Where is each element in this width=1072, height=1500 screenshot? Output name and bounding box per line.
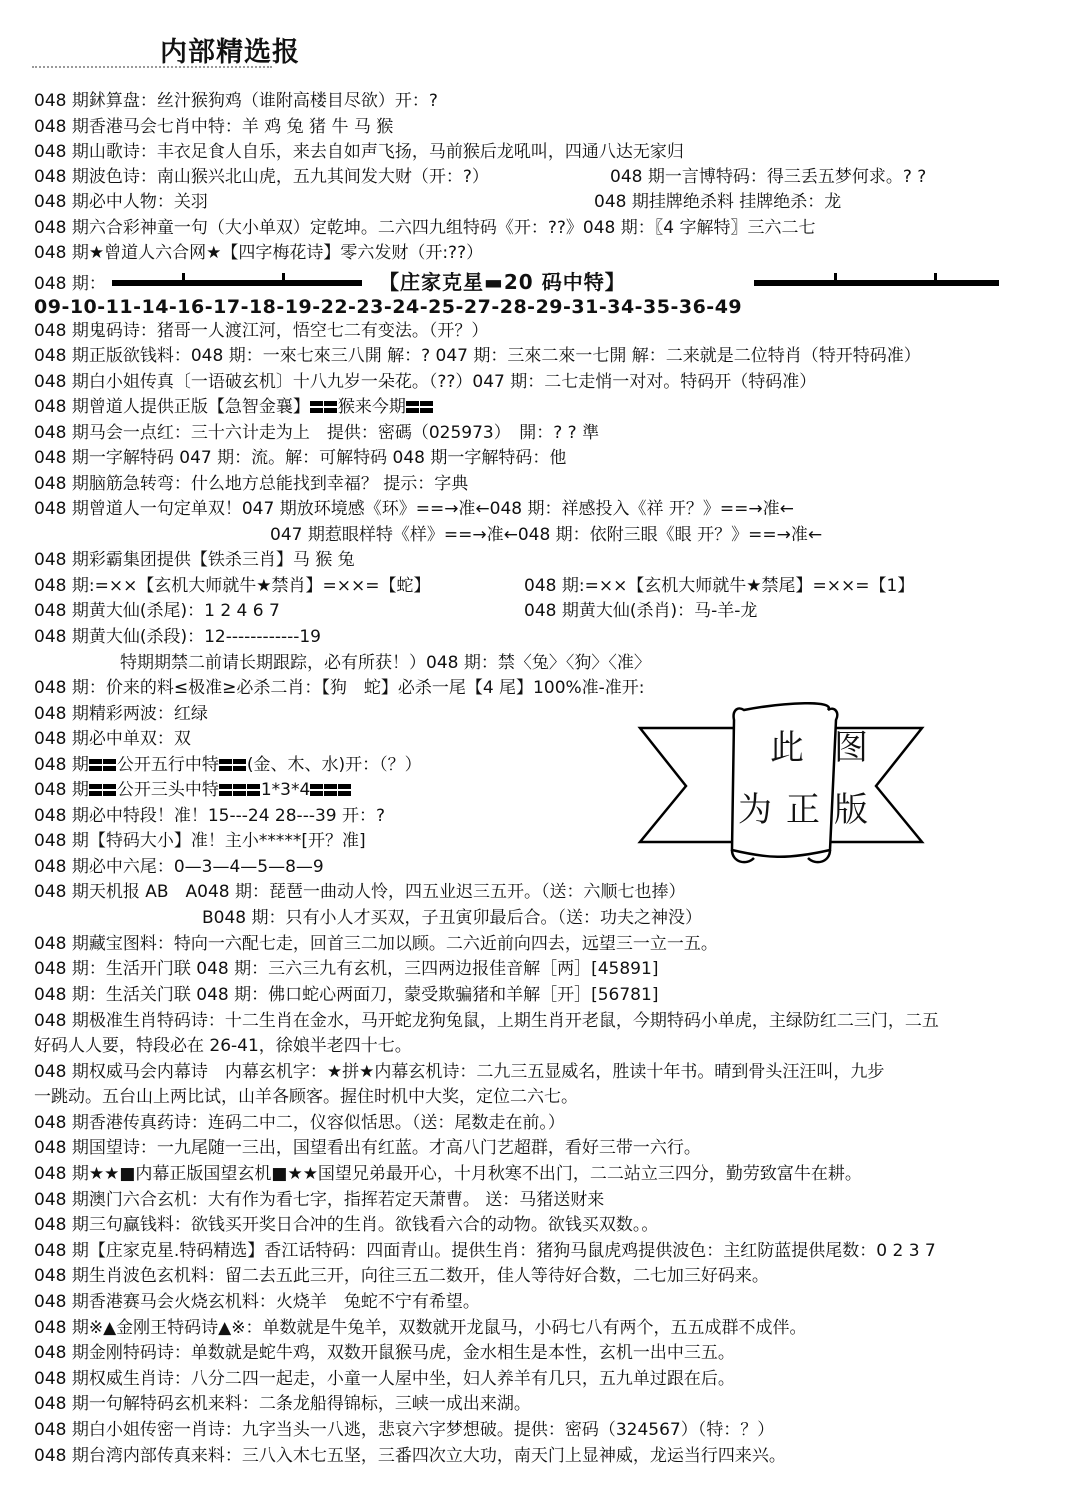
block-glyph <box>406 401 419 406</box>
text-line: 048 期精彩两波：红绿 <box>34 704 208 724</box>
text-line: 047 期惹眼样特《样》==→准←048 期：依附三眼《眼 开？》==→准← <box>270 525 823 545</box>
text-line: 048 期六合彩神童一句（大小单双）定乾坤。二六四九组特码《开：??》048 期：〖4 字解特〗三六二七 <box>34 218 816 238</box>
block-glyph <box>89 784 102 789</box>
text-line: 048 期★曾道人六合网★【四字梅花诗】零六发财（开:??） <box>34 243 484 263</box>
block-glyph <box>324 784 337 789</box>
text-line: 048 期黄大仙(杀肖)：马-羊-龙 <box>524 601 758 621</box>
text-line: 048 期金刚特码诗：单数就是蛇牛鸡，双数开鼠猴马虎，金水相生是本性，玄机一出中三五。 <box>34 1343 735 1363</box>
text-line: 048 期正版欲钱料：048 期：一來七來三八開 解：? 047 期：三來二來一七開 解：二来就是二位特肖（特开特码准） <box>34 346 921 366</box>
text-line: 048 期权威生肖诗：八分二四一起走，小童一人屋中坐，妇人养羊有几只，五九单过跟在后。 <box>34 1369 735 1389</box>
text-line: B048 期：只有小人才买双，子丑寅卯最后合。（送：功夫之神没） <box>202 908 703 928</box>
text-line: 048 期权威马会内幕诗 内幕玄机字：★拼★内幕玄机诗：二九三五显威名，胜读十年书。晴到骨头汪汪叫，九步 <box>34 1062 885 1082</box>
text-line: 048 期黄大仙(杀尾)：1 2 4 6 7 <box>34 601 280 621</box>
text-line: 048 期香港传真药诗：连码二中二，仪容似恬思。（送：尾数走在前。） <box>34 1113 565 1133</box>
block-glyph <box>310 784 323 789</box>
text-line: 048 期必中六尾：0—3—4—5—8—9 <box>34 857 324 877</box>
block-glyph <box>233 759 246 764</box>
block-glyph <box>247 784 260 789</box>
text-line: 048 期鉥算盘：丝汁猴狗鸡（谁附高楼目尽欲）开：? <box>34 91 438 111</box>
text-line: 048 期生肖波色玄机料：留二去五此三开，向往三五二数开，佳人等待好合数，二七加三好码来。 <box>34 1266 769 1286</box>
block-glyph <box>233 784 246 789</box>
text-line: 048 期脑筋急转弯：什么地方总能找到幸福？ 提示：字典 <box>34 474 469 494</box>
text-line: 048 期曾道人提供正版【急智金襄】 猴来今期 <box>34 396 434 418</box>
number-list: 09-10-11-14-16-17-18-19-22-23-24-25-27-28-29-31-34-35-36-49 <box>34 296 743 318</box>
text-line: 048 期必中特段！准！15---24 28---39 开：? <box>34 806 386 826</box>
text-line: 特期期禁二前请长期跟踪，必有所获！）048 期：禁〈兔〉〈狗〉〈准〉 <box>120 653 651 673</box>
text-line: 048 期曾道人一句定单双！047 期放环境感《环》==→准←048 期：祥感投入《祥 开？》==→准← <box>34 499 794 519</box>
page-title: 内部精选报 <box>160 37 300 68</box>
stamp-text-line2: 为正版 <box>738 790 882 830</box>
text-line: 048 期极准生肖特码诗：十二生肖在金水，马开蛇龙狗兔鼠，上期生肖开老鼠，今期特码小单虎，主绿防红二三门，二五 <box>34 1011 939 1031</box>
block-glyph <box>103 759 116 764</box>
text-line: 048 期：价来的料≤极准≥必杀二肖：【狗 蛇】必杀一尾【4 尾】100%准-准开: <box>34 678 645 698</box>
block-glyph <box>219 784 232 789</box>
text-line: 048 期香港赛马会火烧玄机料：火烧羊 兔蛇不宁有希望。 <box>34 1292 480 1312</box>
text-line: 048 期 公开三头中特 1*3*4 <box>34 779 352 801</box>
text-line: 048 期一言博特码：得三丢五梦何求。? ? <box>610 167 927 187</box>
text-line: 好码人人要，特段必在 26-41，徐娘半老四十七。 <box>34 1036 412 1056</box>
banner-title: 【庄家克星▬20 码中特】 <box>379 270 626 294</box>
block-glyph <box>420 401 433 406</box>
text-line: 048 期【特码大小】准！主小*****[开？准] <box>34 831 366 851</box>
banner-prefix: 048 期： <box>34 274 106 294</box>
text-line: 048 期台湾内部传真来料：三八入木七五坚，三番四次立大功，南天门上显神威，龙运当行四来兴。 <box>34 1446 786 1466</box>
text-line: 048 期马会一点红：三十六计走为上 提供：密碼（025973） 開：? ? 準 <box>34 423 600 443</box>
block-glyph <box>89 759 102 764</box>
text-line: 048 期:=××【玄机大师就牛★禁尾】=××=【1】 <box>524 576 915 596</box>
text-line: 048 期:=××【玄机大师就牛★禁肖】=××=【蛇】 <box>34 576 431 596</box>
text-line: 048 期：生活关门联 048 期：佛口蛇心两面刀，蒙受欺骗猪和羊解［开］[56781] <box>34 985 659 1005</box>
text-line: 048 期【庄家克星.特码精选】香江话特码：四面青山。提供生肖：猪狗马鼠虎鸡提供波色：主红防蓝提供尾数：0 2 3 7 <box>34 1241 936 1261</box>
scan-artifact <box>32 66 272 78</box>
banner <box>34 266 1044 294</box>
block-glyph <box>324 401 337 406</box>
block-glyph <box>338 784 351 789</box>
block-glyph <box>219 759 232 764</box>
stamp-text-line1: 此图 <box>770 728 898 768</box>
text-line: 一跳动。五台山上两比试，山羊各顾客。握住时机中大奖，定位二六七。 <box>34 1087 578 1107</box>
text-line: 048 期必中单双：双 <box>34 729 191 749</box>
text-line: 048 期三句赢钱料：欲钱买开奖日合冲的生肖。欲钱看六合的动物。欲钱买双数。。 <box>34 1215 659 1235</box>
text-line: 048 期：生活开门联 048 期：三六三九有玄机，三四两边报佳音解［两］[45891] <box>34 959 659 979</box>
text-line: 048 期 公开五行中特 (金、木、水)开：（？） <box>34 755 422 775</box>
text-line: 048 期必中人物：关羽 <box>34 192 208 212</box>
banner-bar-left <box>112 280 362 286</box>
block-glyph <box>103 784 116 789</box>
text-line: 048 期★★■内幕正版国望玄机■★★国望兄弟最开心，十月秋寒不出门，二二站立三四分，勤劳致富牛在耕。 <box>34 1164 862 1184</box>
text-line: 048 期香港马会七肖中特：羊 鸡 兔 猪 牛 马 猴 <box>34 117 394 137</box>
text-line: 048 期※▲金刚王特码诗▲※：单数就是牛兔羊，双数就开龙鼠马，小码七八有两个，五五成群不成伴。 <box>34 1318 807 1338</box>
text-line: 048 期一句解特码玄机来料：二条龙船得锦标，三峡一成出来湖。 <box>34 1394 531 1414</box>
block-glyph <box>310 401 323 406</box>
text-line: 048 期黄大仙(杀段)：12------------19 <box>34 627 321 647</box>
text-line: 048 期藏宝图料：特向一六配七走，回首三二加以顾。二六近前向四去，远望三一立一五。 <box>34 934 718 954</box>
banner-bar-right <box>754 280 999 286</box>
text-line: 048 期白小姐传真〔一语破玄机〕十八九岁一朵花。（??）047 期：二七走悄一对对。特码开（特码准） <box>34 372 817 392</box>
text-line: 048 期波色诗：南山猴兴北山虎，五九其间发大财（开：?） <box>34 167 489 187</box>
text-line: 048 期山歌诗：丰衣足食人自乐，来去自如声飞扬，马前猴后龙吼叫，四通八达无家归 <box>34 142 684 162</box>
text-line: 048 期天机报 AB A048 期：琵琶一曲动人怜，四五业迟三五开。（送：六顺七也捧） <box>34 882 686 902</box>
text-line: 048 期国望诗：一九尾随一三出，国望看出有红蓝。才高八门艺超群，看好三带一六行。 <box>34 1138 701 1158</box>
text-line: 048 期一字解特码 047 期：流。解：可解特码 048 期一字解特码：他 <box>34 448 567 468</box>
text-line: 048 期鬼码诗：猪哥一人渡江河，悟空七二有变法。（开？） <box>34 321 489 341</box>
text-line: 048 期澳门六合玄机：大有作为看七字，指挥若定天萧曹。 送：马猪送财来 <box>34 1190 605 1210</box>
text-line: 048 期彩霸集团提供【铁杀三肖】马 猴 兔 <box>34 550 355 570</box>
text-line: 048 期白小姐传密一肖诗：九字当头一八逃，悲哀六字梦想破。提供：密码（324567）（特：？） <box>34 1420 775 1440</box>
text-line: 048 期挂牌绝杀料 挂牌绝杀：龙 <box>594 192 842 212</box>
